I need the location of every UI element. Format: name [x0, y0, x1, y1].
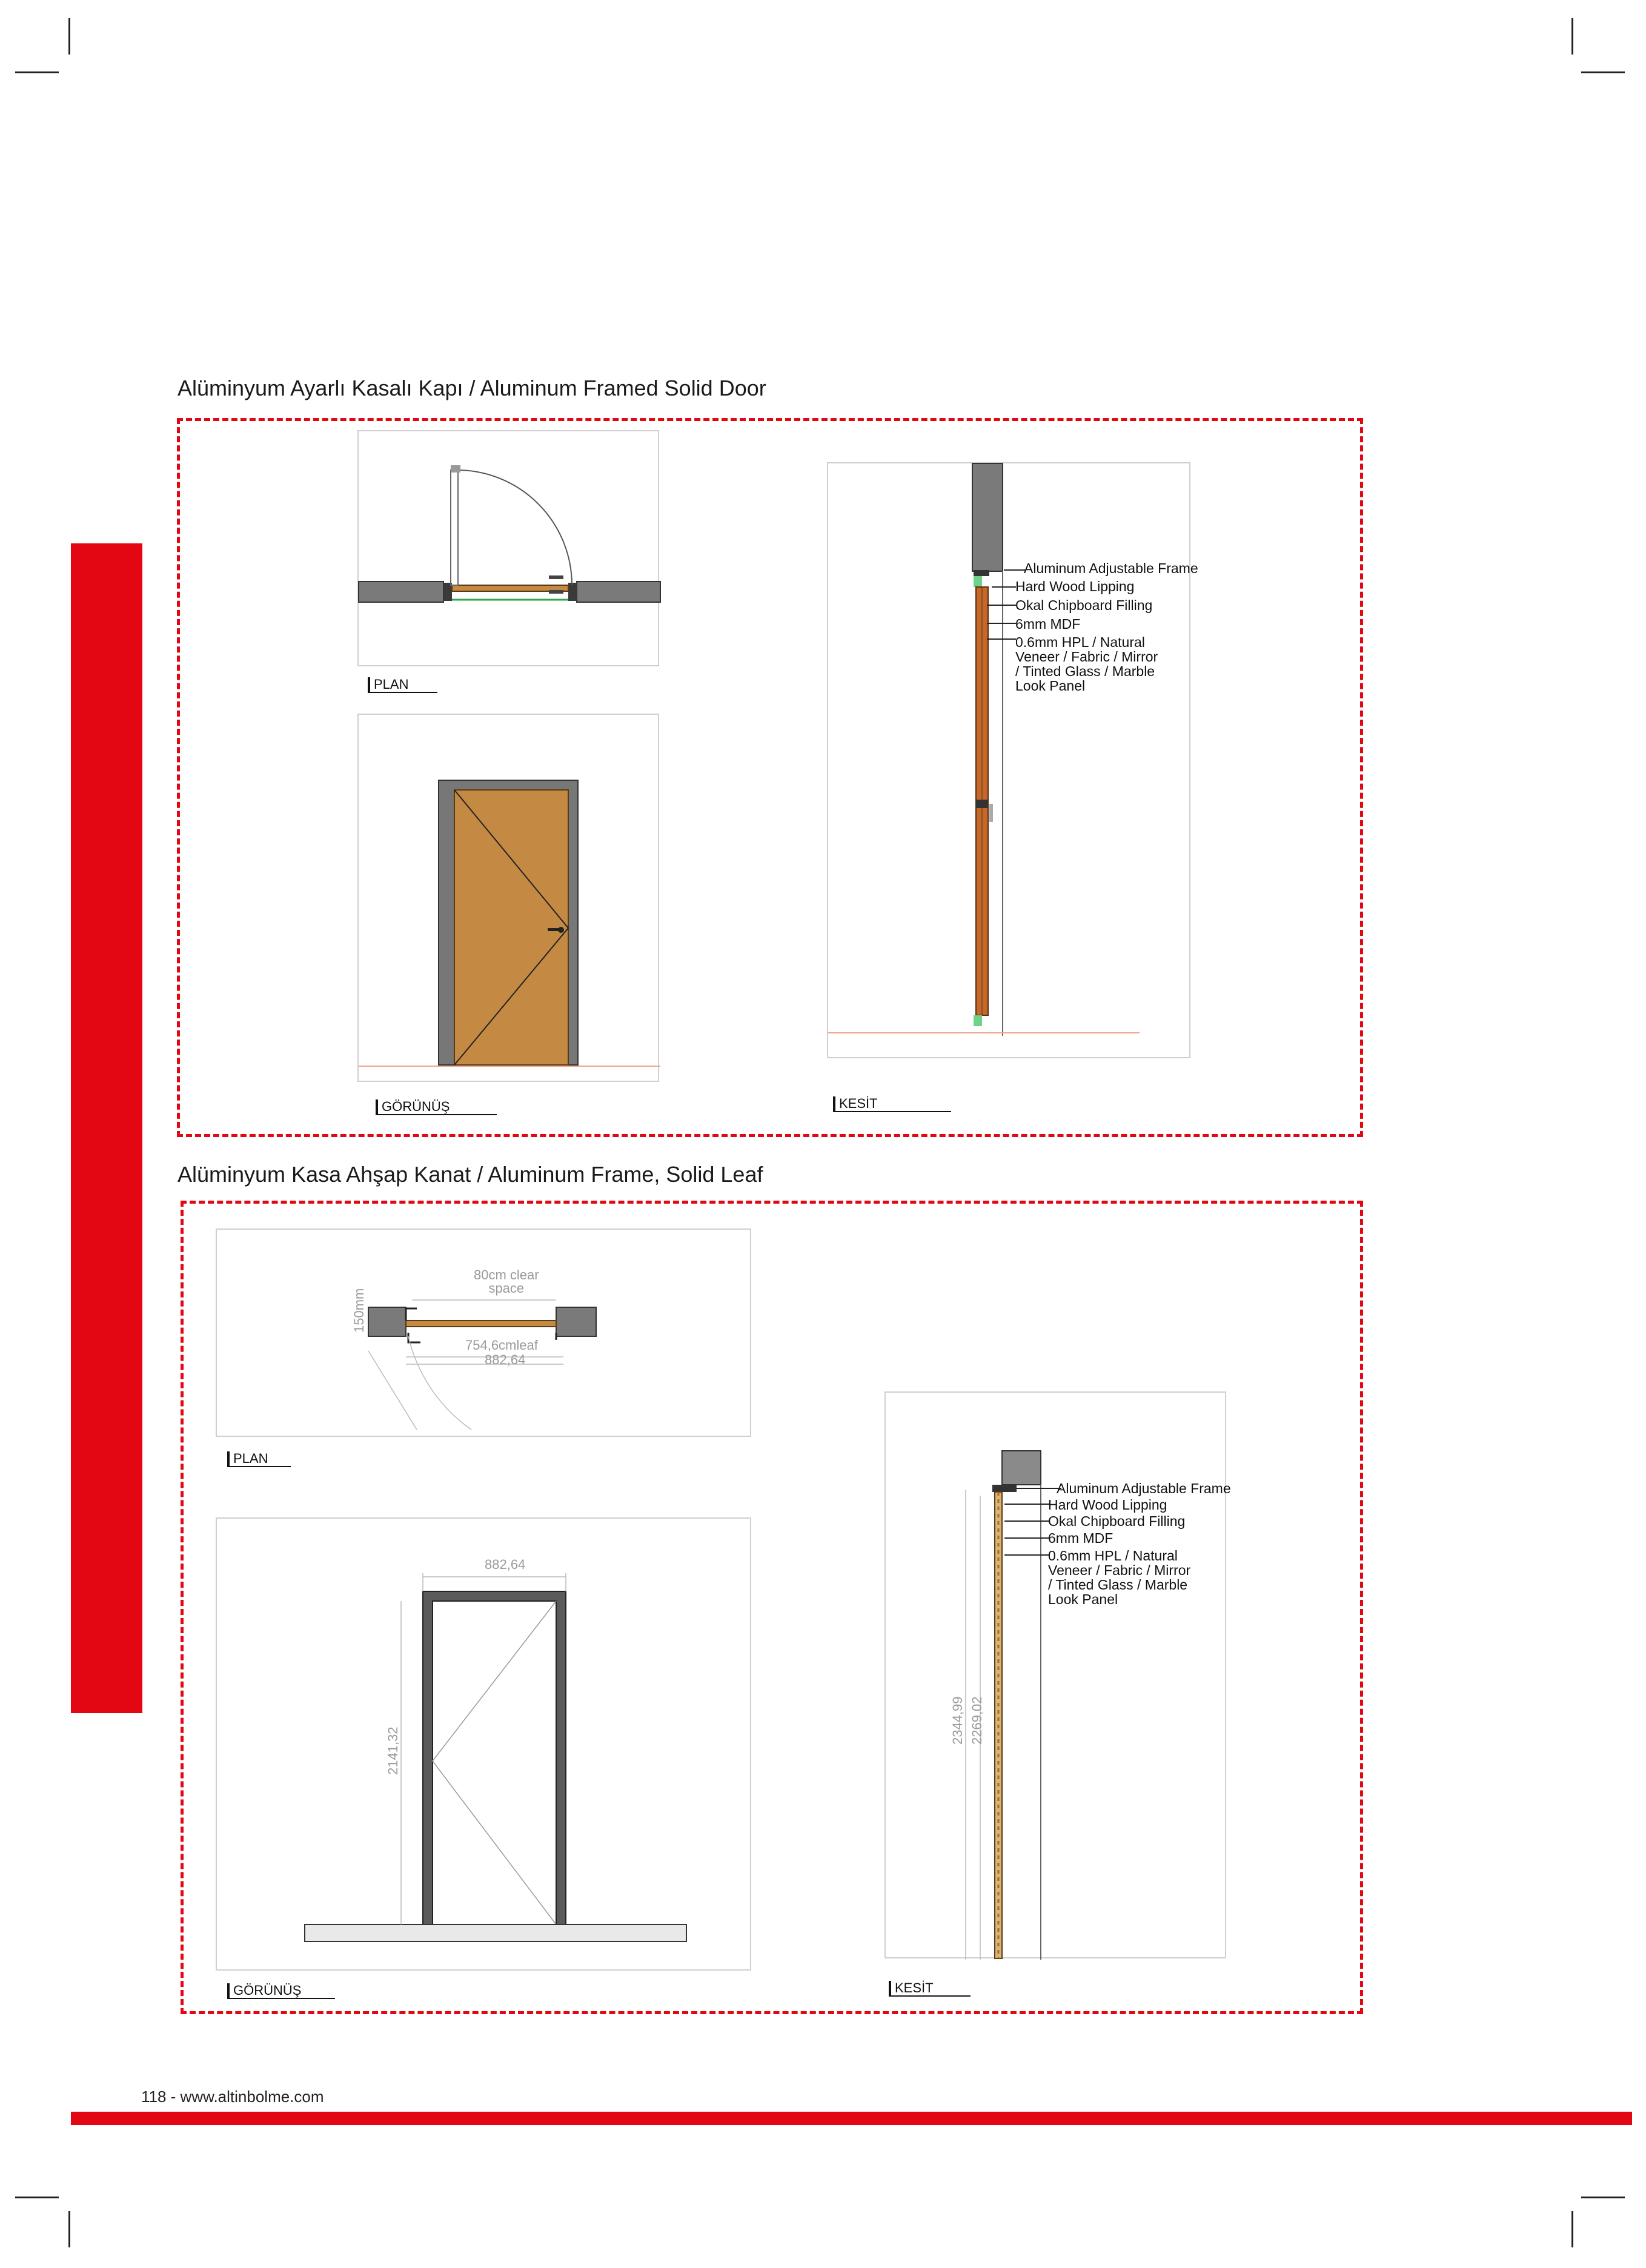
- section-drawing: [886, 1393, 1227, 1960]
- side-accent-bar: [71, 543, 142, 1713]
- annotation-hpl-panel: 0.6mm HPL / Natural Veneer / Fabric / Mirror / Tinted Glass / Marble Look Panel: [1048, 1548, 1191, 1607]
- dimension-outer-height: 2344,99: [950, 1696, 965, 1745]
- annotation-aluminum-frame: Aluminum Adjustable Frame: [1024, 560, 1198, 576]
- crop-mark: [1581, 2197, 1625, 2198]
- annotation-aluminum-frame: Aluminum Adjustable Frame: [1057, 1480, 1231, 1496]
- plan-label: PLAN: [227, 1451, 291, 1467]
- plan-drawing-panel: [216, 1228, 751, 1437]
- dimension-width: 882,64: [485, 1352, 526, 1367]
- elevation-label: GÖRÜNÜŞ: [376, 1099, 497, 1115]
- crop-mark: [1571, 2211, 1573, 2247]
- footer-accent-bar: [71, 2112, 1632, 2125]
- annotation-okal-chipboard: Okal Chipboard Filling: [1048, 1513, 1186, 1529]
- page-footer: 118 - www.altinbolme.com: [141, 2087, 324, 2106]
- plan-drawing-panel: [357, 430, 659, 666]
- plan-drawing: [359, 431, 660, 668]
- section-title: Alüminyum Ayarlı Kasalı Kapı / Aluminum Framed Solid Door: [178, 376, 766, 400]
- annotation-mdf: 6mm MDF: [1015, 616, 1081, 632]
- crop-mark: [15, 2197, 59, 2198]
- plan-drawing: [217, 1230, 752, 1438]
- door-elevation: [217, 1519, 752, 1972]
- elevation-drawing-panel: [357, 714, 659, 1082]
- crop-mark: [1581, 71, 1625, 73]
- crop-mark: [68, 18, 70, 55]
- plan-label: PLAN: [368, 677, 437, 693]
- door-elevation: [359, 715, 660, 1083]
- annotation-hpl-panel: 0.6mm HPL / Natural Veneer / Fabric / Mirror / Tinted Glass / Marble Look Panel: [1015, 634, 1158, 694]
- elevation-label: GÖRÜNÜŞ: [227, 1983, 335, 1999]
- annotation-okal-chipboard: Okal Chipboard Filling: [1015, 597, 1153, 613]
- section-title: Alüminyum Kasa Ahşap Kanat / Aluminum Frame, Solid Leaf: [178, 1162, 763, 1187]
- section-label: KESİT: [833, 1096, 951, 1112]
- dimension-width: 882,64: [485, 1557, 526, 1572]
- dimension-leaf: 754,6cmleaf: [465, 1338, 538, 1353]
- annotation-hard-wood-lipping: Hard Wood Lipping: [1048, 1497, 1167, 1513]
- dimension-inner-height: 2269,02: [969, 1696, 984, 1745]
- dimension-wall: 150mm: [351, 1288, 367, 1333]
- section-drawing-panel: [827, 462, 1190, 1058]
- dimension-clear-space: 80cm clear space: [474, 1267, 539, 1296]
- annotation-hard-wood-lipping: Hard Wood Lipping: [1015, 579, 1135, 594]
- crop-mark: [1571, 18, 1573, 55]
- section-label: KESİT: [889, 1981, 971, 1997]
- elevation-drawing-panel: [216, 1517, 751, 1971]
- dimension-height: 2141,32: [385, 1726, 400, 1775]
- annotation-mdf: 6mm MDF: [1048, 1530, 1113, 1546]
- section-drawing: [828, 463, 1192, 1059]
- crop-mark: [15, 71, 59, 73]
- section-drawing-panel: [884, 1391, 1226, 1958]
- crop-mark: [68, 2211, 70, 2247]
